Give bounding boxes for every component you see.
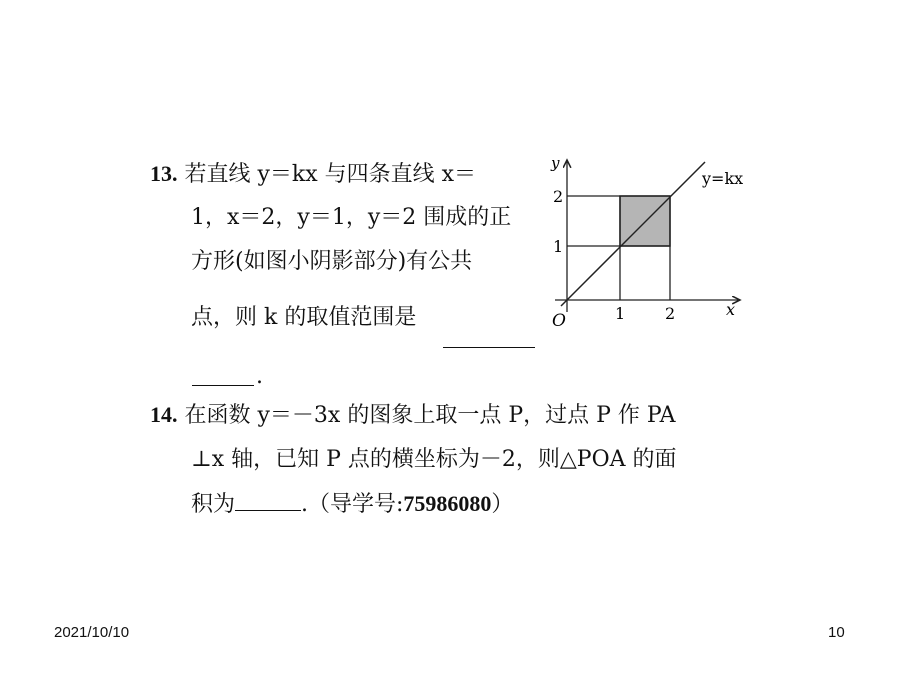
q13-line-4 [191,307,416,329]
q13-answer-blank-1 [443,346,535,348]
q14-line-3 [191,493,513,516]
q13-text-4: 点，则 k 的取值范围是 [191,305,417,330]
q14-text-2: ⊥x 轴，已知 P 点的横坐标为－2，则△POA 的面 [191,447,677,472]
q14-tail: .（导学号: [301,492,404,517]
line-y-kx [561,162,705,306]
q13-line-3 [191,251,472,273]
x-tick-1: 1 [615,304,626,323]
y-axis-label: y [551,154,560,172]
q14-line-2 [191,449,677,471]
coordinate-figure [545,152,755,332]
q13-text-1: 若直线 y＝kx 与四条直线 x＝ [184,162,477,187]
line-label: y=kx [702,169,744,188]
q14-line-1 [150,404,676,427]
x-axis-label: x [726,300,736,319]
q13-answer-blank-2 [192,384,254,386]
q13-end: . [256,364,263,389]
q13-number: 13. [150,161,178,186]
q14-text-1: 在函数 y＝－3x 的图象上取一点 P，过点 P 作 PA [184,403,676,428]
q14-text-3: 积为 [191,492,236,517]
y-tick-2: 2 [553,187,564,206]
q14-code: 75986080 [403,491,492,516]
q13-text-3: 方形(如图小阴影部分)有公共 [191,249,473,274]
origin-label: O [552,311,566,331]
q14-close: ） [491,492,514,517]
footer-date: 2021/10/10 [54,624,130,641]
q13-line-1 [150,163,476,186]
footer-page-number: 10 [828,624,845,641]
q14-answer-blank [235,509,301,511]
q13-text-2: 1，x＝2，y＝1，y＝2 围成的正 [191,205,512,230]
x-tick-2: 2 [665,304,676,323]
y-tick-1: 1 [553,237,564,256]
q13-line-2 [191,207,511,229]
q14-number: 14. [150,402,178,427]
